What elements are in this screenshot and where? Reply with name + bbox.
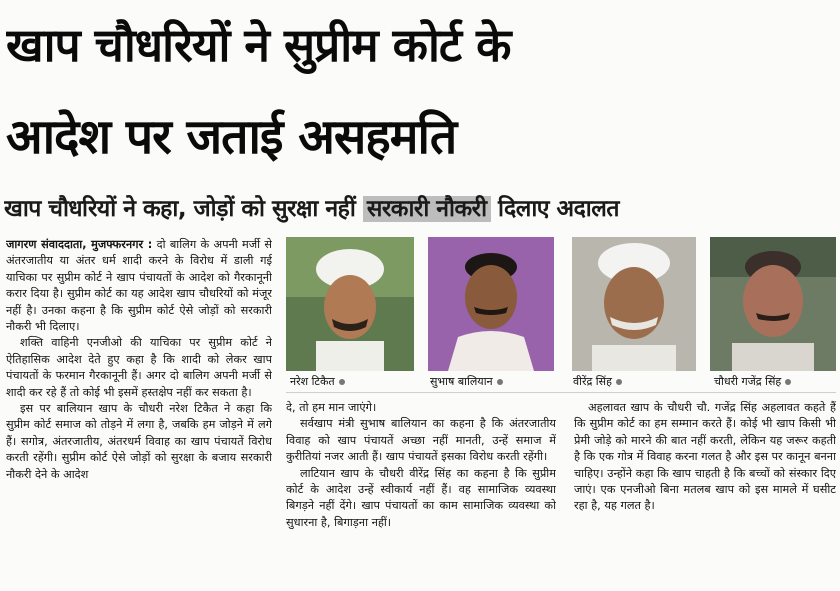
photo-virendra-singh bbox=[572, 237, 696, 371]
right-column bbox=[574, 400, 836, 588]
left-paragraph-3: इस पर बालियान खाप के चौधरी नरेश टिकैत ने कहा कि सुप्रीम कोर्ट समाज को तोड़ने में लगा है, जबकि हम जोड़ने में लगे हैं। सगोत्र, अंतरजातीय, अंतरधर्म विवाह का खाप पंचायतें विरोध करती रहेंगी। सुप्रीम कोर्ट ऐसे जोड़ों को सुरक्षा के बजाय सरकारी नौकरी देने के आदेश bbox=[6, 402, 272, 481]
right-paragraph-1: अहलावत खाप के चौधरी चौ. गजेंद्र सिंह अहलावत कहते हैं कि सुप्रीम कोर्ट का हम सम्मान करते हैं। कोई भी खाप किसी भी प्रेमी जोड़े को मारने की बात नहीं करती, लेकिन यह जरूर कहती है कि एक गोत्र में विवाह करना गलत है और इस पर कानून बनना चाहिए। उन्होंने कहा कि खाप चाहती है कि बच्चों को संस्कार दिए जाएं। एक एनजीओ बिना मतलब खाप को इस मामले में घसीट रहा है, यह गलत है। bbox=[574, 401, 836, 513]
byline: जागरण संवाददाता, मुजफ्फरनगर : bbox=[6, 238, 153, 251]
bullet-icon bbox=[339, 379, 345, 385]
middle-paragraph-3: लाटियान खाप के चौधरी वीरेंद्र सिंह का कहना है कि सुप्रीम कोर्ट के आदेश उन्हें स्वीकार्य नहीं हैं। वह सामाजिक व्यवस्था बिगड़ने नहीं देंगे। खाप पंचायतों का काम सामाजिक व्यवस्था को सुधारना है, बिगाड़ना नहीं। bbox=[286, 466, 556, 529]
subheadline-highlight: सरकारी नौकरी bbox=[363, 196, 491, 222]
portrait-image bbox=[710, 237, 836, 371]
photo-gajendra-singh bbox=[710, 237, 836, 371]
caption-naresh-tikait bbox=[290, 375, 345, 389]
middle-paragraph-2: सर्वखाप मंत्री सुभाष बालियान का कहना है कि अंतरजातीय विवाह को खाप पंचायतें अच्छा नहीं मानती, उन्हें समाज में कुरीतियां नजर आती हैं। खाप पंचायतें इसका विरोध करती रहेंगी। bbox=[286, 417, 556, 464]
portrait-image bbox=[572, 237, 696, 371]
middle-paragraph-1: दे, तो हम मान जाएंगे। bbox=[286, 401, 377, 414]
subheadline-text-end: दिलाए अदालत bbox=[490, 196, 619, 222]
subheadline-text: खाप चौधरियों ने कहा, जोड़ों को सुरक्षा नहीं bbox=[4, 196, 363, 222]
caption-gajendra-singh bbox=[714, 375, 791, 389]
bullet-icon bbox=[616, 379, 622, 385]
bullet-icon bbox=[497, 379, 503, 385]
caption-text: नरेश टिकैत bbox=[290, 375, 335, 388]
photo-naresh-tikait bbox=[286, 237, 414, 371]
portrait-image bbox=[286, 237, 414, 371]
left-column bbox=[6, 237, 272, 587]
caption-subhash-baliyan bbox=[430, 375, 503, 389]
subheadline bbox=[4, 189, 836, 229]
caption-text: चौधरी गजेंद्र सिंह bbox=[714, 375, 782, 388]
bullet-icon bbox=[785, 379, 791, 385]
photo-subhash-baliyan bbox=[428, 237, 554, 371]
headline-line-2: आदेश पर जताई असहमति bbox=[6, 109, 457, 165]
left-paragraph-1-text: दो बालिग के अपनी मर्जी से अंतरजातीय या अंतर धर्म शादी करने के विरोध में डाली गई याचिका पर सुप्रीम कोर्ट ने खाप पंचायतों के आदेश को गैरकानूनी करार दिया है। सुप्रीम कोर्ट का यह आदेश खाप चौधरियों को मंजूर नहीं है। उनका कहना है कि सुप्रीम कोर्ट ऐसे जोड़ों को सरकारी नौकरी भी दिलाए। bbox=[6, 238, 272, 334]
divider bbox=[286, 392, 836, 393]
middle-column bbox=[286, 400, 556, 588]
headline-line-1: खाप चौधरियों ने सुप्रीम कोर्ट के bbox=[6, 18, 511, 72]
left-paragraph-1 bbox=[6, 237, 272, 335]
left-paragraph-2: शक्ति वाहिनी एनजीओ की याचिका पर सुप्रीम कोर्ट ने ऐतिहासिक आदेश देते हुए कहा है कि शादी को लेकर खाप पंचायतों के फरमान गैरकानूनी हैं। अगर दो बालिग अपनी मर्जी से शादी कर रहे हैं तो कोई भी इसमें हस्तक्षेप नहीं कर सकता है। bbox=[6, 336, 272, 399]
portrait-image bbox=[428, 237, 554, 371]
caption-text: सुभाष बालियान bbox=[430, 375, 493, 388]
caption-text: वीरेंद्र सिंह bbox=[573, 375, 612, 388]
caption-virendra-singh bbox=[573, 375, 622, 389]
